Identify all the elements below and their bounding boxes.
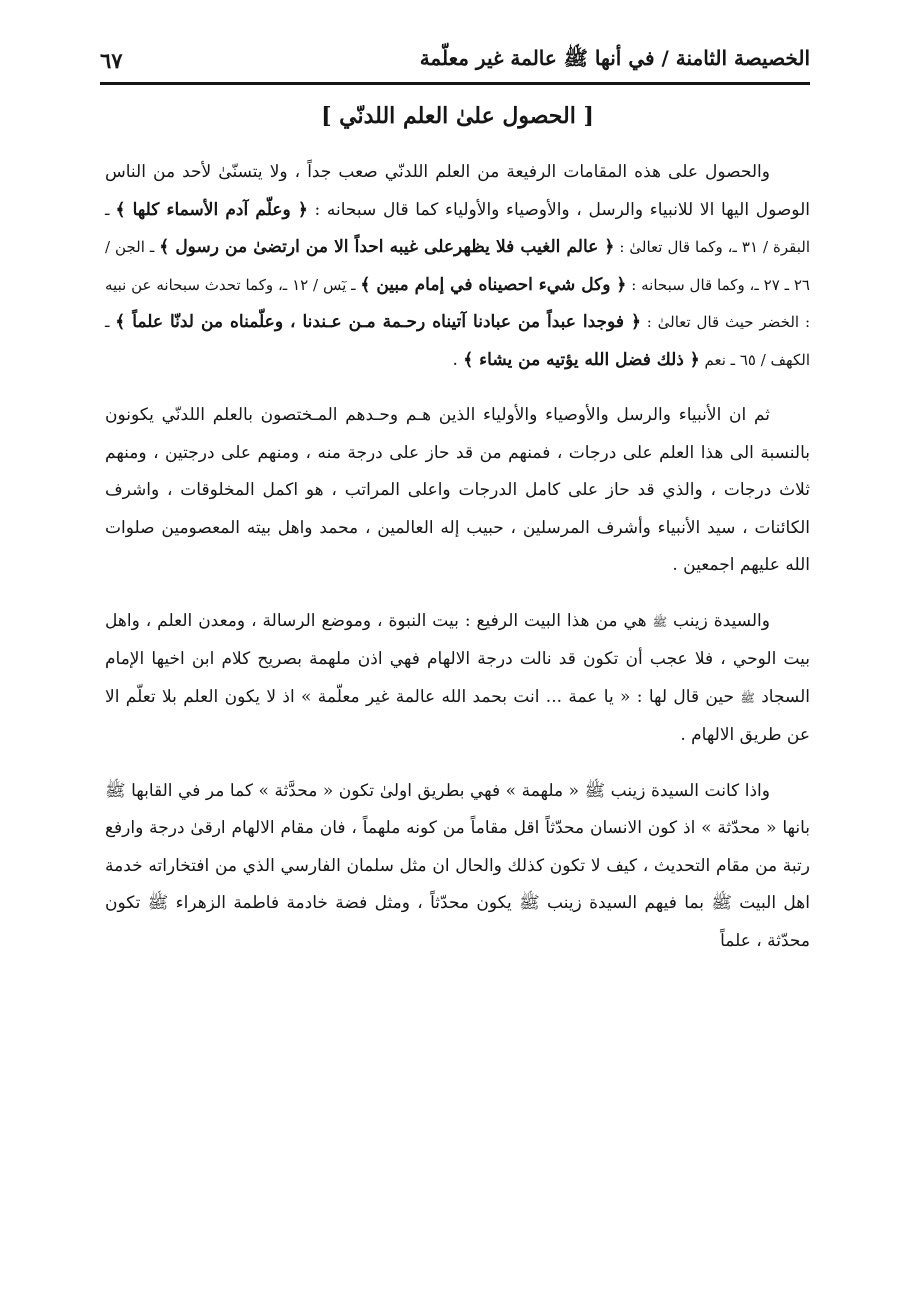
- paragraph-1: [105, 154, 810, 379]
- paragraph-3-text-b: هي من هذا البيت الرفيع : بيت النبوة ، وموضع الرسالة ، ومعدن العلم ، واهل بيت الوحي ، فلا عجب أن تكون قد نالت درجة الالهام فهي اذن ملهمة بصريح كلام ابن اخيها الإمام السجاد: [105, 610, 810, 707]
- verse-reference-3: ـ يٓس / ١٢ ـ، وكما تحدث سبحانه عن نبيه : الخضر حيث قال تعالىٰ :: [105, 275, 810, 331]
- quran-verse-5: ﴿ ذلك فضل الله يؤتيه من يشاء ﴾: [463, 349, 700, 370]
- page-header: [100, 38, 810, 85]
- quran-verse-1: ﴿ وعلّم آدم الأسماء كلها ﴾: [115, 199, 308, 220]
- quran-verse-4: ﴿ فوجدا عبداً من عبادنا آتيناه رحـمة مـن عـندنا ، وعلّمناه من لدنّا علماً ﴾: [115, 312, 641, 332]
- section-heading: [ الحصول علىٰ العلم اللدنّي ]: [321, 103, 594, 129]
- verse-reference-1: ـ البقرة / ٣١ ـ، وكما قال تعالىٰ :: [105, 200, 811, 256]
- paragraph-2: ثم ان الأنبياء والرسل والأوصياء والأولياء الذين هـم وحـدهم المـختصون بالعلم اللدنّي يكونون بالنسبة الى هذا العلم على درجات ، فمنهم من قد حاز على درجة منه ، ومنهم على درجتين ، ومنهم ثلاث درجات ، والذي قد حاز على كامل الدرجات واعلى المراتب ، هو اكمل المخلوقات ، واشرف الكائنات ، سيد الأنبياء وأشرف المرسلين ، حبيب إله العالمين ، محمد واهل بيته المعصومين صلوات الله عليهم اجمعين .: [105, 405, 810, 575]
- quran-verse-3: ﴿ وكل شيء احصيناه في إمام مبين ﴾: [360, 274, 627, 295]
- honorific-glyph: ﷺ: [740, 690, 755, 705]
- page-body: [105, 154, 810, 978]
- paragraph-1-text-a: والحصول على هذه المقامات الرفيعة من العلم اللدنّي صعب جداً ، ولا يتسنّىٰ لأحد من الناس الوصول اليها الا للانبياء والرسل ، والأوصياء والأولياء كما قال سبحانه :: [105, 162, 810, 220]
- paragraph-3-text-c: حين قال لها : « يا عمة ... انت بحمد الله عالمة غير معلّمة » اذ لا يكون العلم بلا تعلّم الا عن طريق الالهام .: [105, 686, 810, 745]
- verse-reference-2: ـ الجن / ٢٦ ـ ٢٧ ـ، وكما قال سبحانه :: [105, 238, 810, 294]
- paragraph-4: واذا كانت السيدة زينب ﷺ « ملهمة » فهي بطريق اولىٰ تكون « محدَّثة » كما مر في القابها ﷺ بانها « محدّثة » اذ كون الانسان محدّثاً اقل مقاماً من كونه ملهماً ، فان مقام الالهام ارقىٰ درجة وارفع رتبة من مقام التحديث ، كيف لا تكون كذلك والحال ان مثل سلمان الفارسي الذي من افتخاراته خدمة اهل البيت ﷺ بما فيهم السيدة زينب ﷺ يكون محدّثاً ، ومثل فضة خادمة فاطمة الزهراء ﷺ تكون محدّثة ، علماً: [105, 780, 810, 951]
- quran-verse-2: ﴿ عالم الغيب فلا يظهرعلى غيبه احداً الا من ارتضىٰ من رسول ﴾: [159, 237, 615, 257]
- page-number: ٦٧: [100, 47, 123, 73]
- paragraph-1-end: .: [452, 349, 464, 370]
- running-title: الخصيصة الثامنة / في أنها ﷺ عالمة غير معلّمة: [419, 45, 810, 70]
- paragraph-3-text-a: والسيدة زينب: [667, 610, 770, 631]
- honorific-glyph: ﷺ: [652, 614, 668, 629]
- paragraph-3: [105, 603, 810, 755]
- verse-reference-4: ـ الكهف / ٦٥ ـ نعم: [105, 313, 810, 369]
